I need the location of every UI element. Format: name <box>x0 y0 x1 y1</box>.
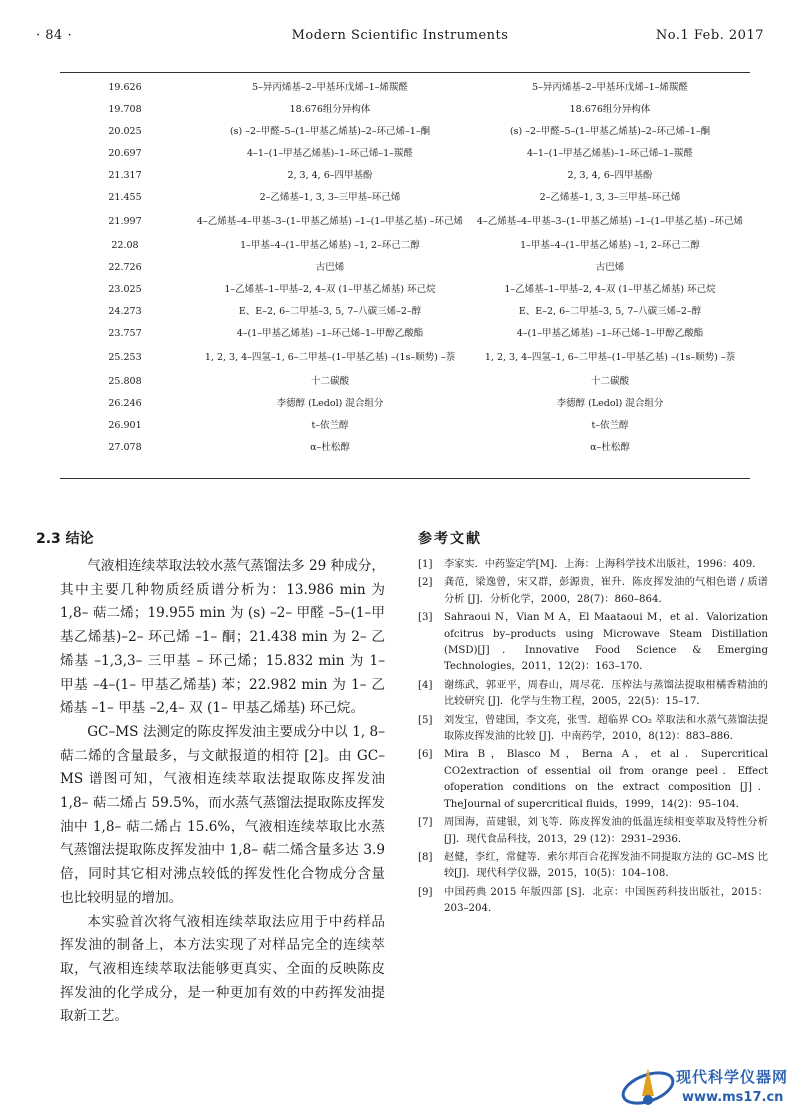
retention-time-cell: 23.757 <box>108 328 142 339</box>
retention-time-cell: 26.901 <box>108 420 142 431</box>
reference-number: [1] <box>418 559 433 570</box>
table-row <box>60 121 750 143</box>
conclusion-body <box>60 555 385 1029</box>
table-row <box>60 323 750 345</box>
retention-time-cell: 22.08 <box>111 240 139 251</box>
compound-cell: 1, 2, 3, 4–四氢–1, 6–二甲基–(1–甲基乙基) –(1s–顺势) –萘 <box>204 352 456 363</box>
compound-cell: 1–甲基–4–(1–甲基乙烯基) –1, 2–环己二醇 <box>240 240 420 251</box>
retention-time-cell: 26.246 <box>108 398 142 409</box>
table-row <box>60 257 750 279</box>
issue-info: No.1 Feb. 2017 <box>655 28 764 43</box>
reference-number: [2] <box>418 577 433 589</box>
compound-cell: E、E–2, 6–二甲基–3, 5, 7–八碳三烯–2–醇 <box>518 306 702 317</box>
reference-number: [9] <box>418 886 433 898</box>
reference-text: 刘发宝，曾建国，李文亮，张雪．超临界 CO₂ 萃取法和水蒸气蒸馏法提取陈皮挥发油的比较 [J]．中南药学，2010，8(12)：883–886． <box>444 714 768 743</box>
table-row <box>60 235 750 257</box>
compound-cell: 4–(1–甲基乙烯基) –1–环己烯–1–甲醇乙酸酯 <box>516 328 704 339</box>
paragraph: GC–MS 法测定的陈皮挥发油主要成分中以 1, 8– 萜二烯的含量最多，与文献报道的相符 [2]。由 GC–MS 谱图可知，气液相连续萃取法提取陈皮挥发油 1,8– 萜二烯占 59.5%，而水蒸气蒸馏法提取陈皮挥发油中 1,8– 萜二烯占 15.6%，气液相连续萃取比水蒸气蒸馏法提取陈皮挥发油中 1,8– 萜二烯含量多达 3.9 倍，同时其它相对沸点较低的挥发性化合物成分含量也比较明显的增加。 <box>60 723 385 906</box>
retention-time-cell: 19.626 <box>108 82 142 93</box>
retention-time-cell: 19.708 <box>108 104 142 115</box>
reference-text: Sahraoui N，Vian M A，El Maataoui M，et al．Valorization ofcitrus by–products using Microwave Steam Distillation (MSD)[J]．Innovative Food Science & Emerging Technologies，2011，12(2)：163–170． <box>444 612 768 673</box>
reference-text: 中国药典 2015 年版四部 [S]．北京：中国医药科技出版社，2015：203–204． <box>444 886 768 915</box>
compound-cell: 古巴烯 <box>595 262 625 273</box>
watermark-url: www.ms17.cn <box>682 1090 784 1105</box>
page-number: · 84 · <box>36 28 73 43</box>
compound-cell: 1, 2, 3, 4–四氢–1, 6–二甲基–(1–甲基乙基) –(1s–顺势) –萘 <box>484 352 736 363</box>
compound-cell: 十二碳酸 <box>590 376 629 387</box>
table-row <box>60 279 750 301</box>
reference-number: [5] <box>418 714 433 726</box>
reference-item <box>418 557 768 573</box>
watermark-name: 现代科学仪器网 <box>676 1068 789 1086</box>
paragraph: 本实验首次将气液相连续萃取法应用于中药样品挥发油的制备上，本方法实现了对样品完全的连续萃取，气液相连续萃取法能够更真实、全面的反映陈皮挥发油的化学成分，是一种更加有效的中药挥发油提取新工艺。 <box>60 913 385 1025</box>
reference-item <box>418 610 768 676</box>
reference-text: Mira B，Blasco M，Berna A，et al．Supercritical CO2extraction of essential oil from orange peel．Effect ofoperation conditions on the extract composition [J]．TheJournal of supercritical fluids，1999，14(2)：95–104． <box>444 749 768 810</box>
compound-cell: 2–乙烯基–1, 3, 3–三甲基–环己烯 <box>539 192 681 203</box>
compound-cell: 2–乙烯基–1, 3, 3–三甲基–环己烯 <box>259 192 401 203</box>
reference-text: 周国海，苗建银，刘飞等．陈皮挥发油的低温连续相变萃取及特性分析 [J]．现代食品科技，2013，29 (12)：2931–2936． <box>444 817 768 845</box>
references-title: 参考文献 <box>418 531 482 547</box>
table-row <box>60 301 750 323</box>
retention-time-cell: 24.273 <box>108 306 142 317</box>
compound-cell: α–杜松醇 <box>590 442 630 453</box>
paragraph: 气液相连续萃取法较水蒸气蒸馏法多 29 种成分，其中主要几种物质经质谱分析为：13.986 min 为 1,8– 萜二烯；19.955 min 为 (s) –2– 甲醛 –5–(1–甲基乙烯基)–2– 环己烯 –1– 酮；21.438 min 为 2– 乙烯基 –1,3,3– 三甲基 – 环己烯；15.832 min 为 1– 甲基 –4–(1– 甲基乙烯基) 苯；22.982 min 为 1– 乙烯基 –1– 甲基 –2,4– 双 (1– 甲基乙烯基) 环己烷。 <box>60 558 386 717</box>
retention-time-cell: 21.455 <box>108 192 142 203</box>
table-row <box>60 345 750 371</box>
compound-cell: 1–乙烯基–1–甲基–2, 4–双 (1–甲基乙烯基) 环己烷 <box>224 284 436 295</box>
table-row <box>60 187 750 209</box>
compound-table <box>60 77 750 459</box>
compound-cell: 2, 3, 4, 6–四甲基酚 <box>567 170 653 181</box>
table-row <box>60 371 750 393</box>
table-top-rule <box>60 72 750 73</box>
compound-cell: 4–1–(1–甲基乙烯基)–1–环己烯–1–羰醛 <box>527 148 693 159</box>
reference-item <box>418 747 768 813</box>
compound-cell: 4–乙烯基–4–甲基–3–(1–甲基乙烯基) –1–(1–甲基乙基) –环己烯 <box>476 216 744 227</box>
retention-time-cell: 21.317 <box>108 170 142 181</box>
reference-text: 谢练武，郭亚平，周春山，周尽花．压榨法与蒸馏法提取柑橘香精油的比较研究 [J]．化学与生物工程，2005，22(5)：15–17． <box>444 679 768 708</box>
compound-cell: 1–甲基–4–(1–甲基乙烯基) –1, 2–环己二醇 <box>520 240 700 251</box>
reference-item <box>418 850 768 883</box>
retention-time-cell: 27.078 <box>108 442 142 453</box>
compound-cell: 4–乙烯基–4–甲基–3–(1–甲基乙烯基) –1–(1–甲基乙基) –环己烯 <box>196 216 464 227</box>
compound-cell: (s) –2–甲醛–5–(1–甲基乙烯基)–2–环己烯–1–酮 <box>509 126 711 137</box>
compound-cell: 5–异丙烯基–2–甲基环戊烯–1–烯羰醛 <box>532 82 688 93</box>
table-row <box>60 437 750 459</box>
compound-cell: t–依兰醇 <box>311 420 349 431</box>
compound-cell: 李德醇 (Ledol) 混合组分 <box>276 398 384 409</box>
reference-text: 赵健，李红，常健等．索尔邦百合花挥发油不同提取方法的 GC–MS 比较[J]．现代科学仪器，2015，10(5)：104–108． <box>444 851 768 880</box>
table-bottom-rule <box>60 478 750 479</box>
logo-icon <box>618 1058 678 1114</box>
compound-cell: 18.676组分异构体 <box>569 104 651 115</box>
table-row <box>60 143 750 165</box>
page-header <box>36 28 764 48</box>
table-row <box>60 415 750 437</box>
compound-cell: 4–1–(1–甲基乙烯基)–1–环己烯–1–羰醛 <box>247 148 413 159</box>
reference-item <box>418 575 768 608</box>
retention-time-cell: 20.025 <box>108 126 142 137</box>
compound-cell: 2, 3, 4, 6–四甲基酚 <box>287 170 373 181</box>
reference-text: 龚范，梁逸曾，宋又群，彭源贵，崔升．陈皮挥发油的气相色谱 / 质谱分析 [J]．分析化学，2000，28(7)：860–864． <box>444 577 768 605</box>
reference-number: [3] <box>418 612 433 624</box>
reference-number: [7] <box>418 817 433 829</box>
table-row <box>60 393 750 415</box>
reference-number: [4] <box>418 679 433 691</box>
compound-cell: (s) –2–甲醛–5–(1–甲基乙烯基)–2–环己烯–1–酮 <box>229 126 431 137</box>
watermark-logo <box>618 1058 798 1114</box>
table-row <box>60 165 750 187</box>
table-row <box>60 209 750 235</box>
compound-cell: E、E–2, 6–二甲基–3, 5, 7–八碳三烯–2–醇 <box>238 306 422 317</box>
retention-time-cell: 25.808 <box>108 376 142 387</box>
compound-cell: 十二碳酸 <box>310 376 349 387</box>
reference-number: [6] <box>418 749 433 761</box>
reference-item <box>418 885 768 918</box>
retention-time-cell: 23.025 <box>108 284 142 295</box>
retention-time-cell: 20.697 <box>108 148 142 159</box>
reference-number: [8] <box>418 851 433 863</box>
compound-cell: 5–异丙烯基–2–甲基环戊烯–1–烯羰醛 <box>252 82 408 93</box>
retention-time-cell: 21.997 <box>108 216 142 227</box>
retention-time-cell: 25.253 <box>108 352 142 363</box>
reference-item <box>418 815 768 848</box>
retention-time-cell: 22.726 <box>108 262 142 273</box>
compound-cell: t–依兰醇 <box>591 420 629 431</box>
section-title: 2.3 结论 <box>36 531 94 547</box>
reference-item <box>418 678 768 711</box>
reference-text: 李家实．中药鉴定学[M]．上海：上海科学技术出版社，1996：409． <box>444 559 763 570</box>
compound-cell: 1–乙烯基–1–甲基–2, 4–双 (1–甲基乙烯基) 环己烷 <box>504 284 716 295</box>
journal-name: Modern Scientific Instruments <box>291 28 509 43</box>
table-row <box>60 99 750 121</box>
compound-cell: 李德醇 (Ledol) 混合组分 <box>556 398 664 409</box>
table-row <box>60 77 750 99</box>
reference-list <box>418 557 768 920</box>
compound-cell: α–杜松醇 <box>310 442 350 453</box>
compound-cell: 4–(1–甲基乙烯基) –1–环己烯–1–甲醇乙酸酯 <box>236 328 424 339</box>
compound-cell: 古巴烯 <box>315 262 345 273</box>
reference-item <box>418 713 768 746</box>
compound-cell: 18.676组分异构体 <box>289 104 371 115</box>
